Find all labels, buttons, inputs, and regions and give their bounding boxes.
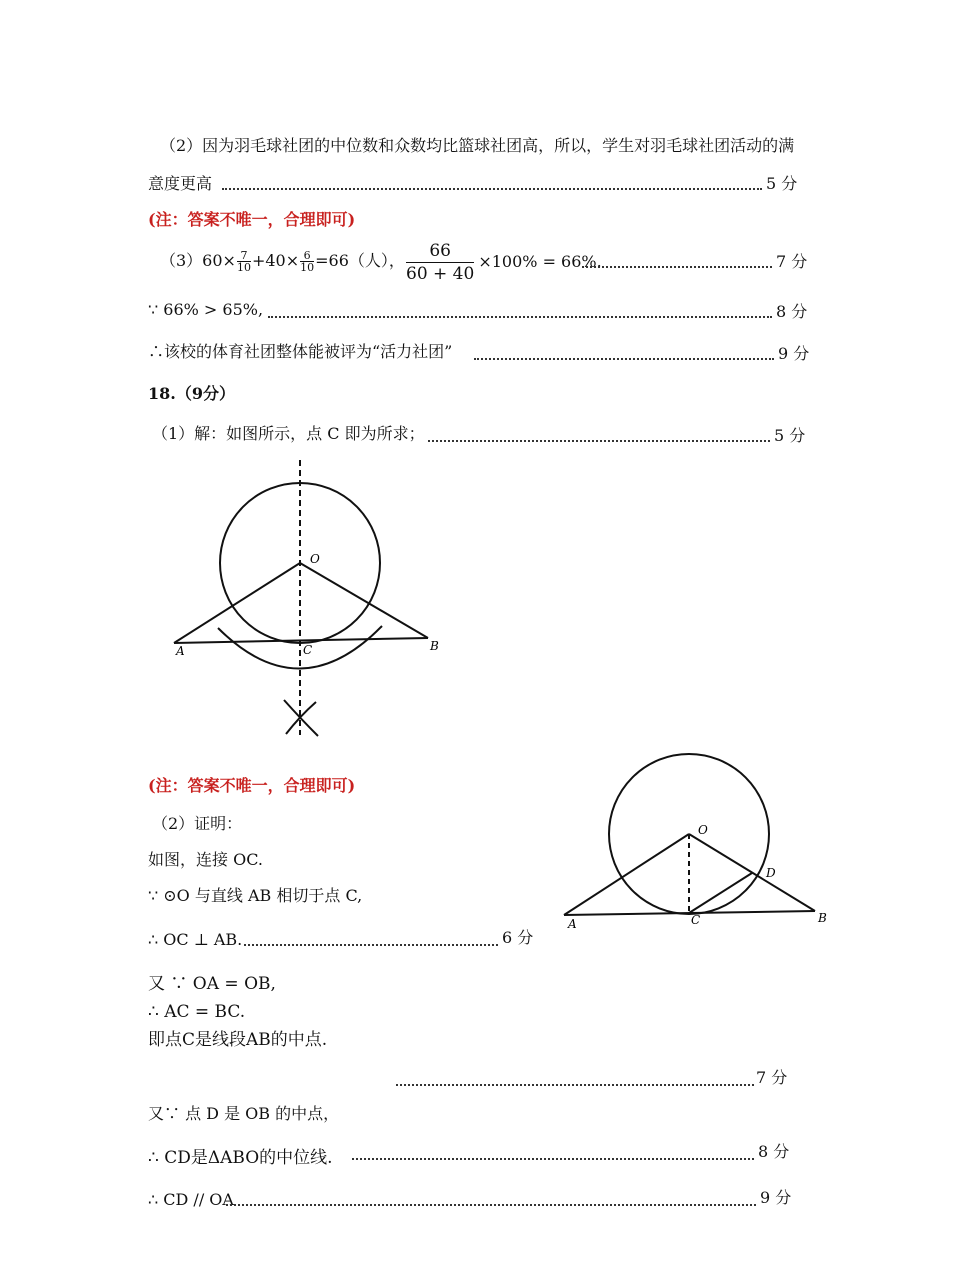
proof-5: ∴ AC = BC.: [148, 1002, 246, 1022]
label-o2: O: [698, 823, 708, 837]
score-6: 6 分: [502, 928, 534, 947]
leader-dots: [352, 1158, 754, 1160]
fraction-6-10: $\frac{6}{10}$: [300, 249, 315, 274]
leader-dots: [396, 1084, 754, 1086]
proof-2: ∵ ⊙O 与直线 AB 相切于点 C,: [148, 886, 363, 905]
q18-title: 18.（9分）: [148, 384, 235, 403]
label-b1: B: [430, 639, 439, 653]
label-a1: A: [176, 644, 185, 658]
note-red-2: (注：答案不唯一，合理即可): [148, 776, 356, 795]
segment-oa: [174, 563, 300, 643]
therefore-line: ∴该校的体育社团整体能被评为“活力社团”: [148, 342, 453, 361]
score-9b: 9 分: [760, 1188, 792, 1207]
score-5b: 5 分: [774, 426, 806, 445]
fraction-7-10: $\frac{7}{10}$: [236, 249, 251, 274]
label-c1: C: [303, 643, 313, 657]
part2-line1: （2）因为羽毛球社团的中位数和众数均比篮球社团高，所以，学生对羽毛球社团活动的满: [160, 136, 795, 155]
score-5: 5 分: [766, 174, 798, 193]
part2-line2: 意度更高: [148, 174, 213, 193]
label-b2: B: [818, 911, 827, 925]
segment-ob: [300, 563, 428, 638]
segment-oa2: [564, 834, 689, 915]
proof-3: ∴ OC ⊥ AB.: [148, 930, 243, 949]
note-red: (注：答案不唯一，合理即可): [148, 210, 356, 229]
calc3-line: （3）60× $\frac{7}{10}$ +40× $\frac{6}{10}$ =66（人），: [160, 249, 405, 274]
figure-1: [174, 460, 428, 736]
proof-8: ∴ CD是ΔABO的中位线.: [148, 1148, 333, 1168]
proof-7: 又∵ 点 D 是 OB 的中点，: [148, 1104, 340, 1123]
q18-part1: （1）解：如图所示，点 C 即为所求；: [152, 424, 425, 443]
segment-ob2: [689, 834, 815, 911]
because-line: ∵ 66% > 65%,: [148, 300, 264, 319]
score-9: 9 分: [778, 344, 810, 363]
figure-2: [564, 754, 815, 915]
leader-dots: [244, 944, 498, 946]
proof-4: 又 ∵ OA = OB,: [148, 974, 276, 994]
proof-1: 如图，连接 OC.: [148, 850, 263, 869]
score-8b: 8 分: [758, 1142, 790, 1161]
proof-title: （2）证明：: [152, 814, 243, 833]
leader-dots: [226, 1204, 756, 1206]
label-c2: C: [691, 913, 701, 927]
label-a2: A: [568, 917, 577, 931]
calc3-percent: $\frac{66}{60 + 40}$ ×100% = 66%.: [406, 241, 602, 284]
score-7: 7 分: [776, 252, 808, 271]
label-o1: O: [310, 552, 320, 566]
score-7b: 7 分: [756, 1068, 788, 1087]
proof-6: 即点C是线段AB的中点.: [148, 1030, 328, 1050]
score-8: 8 分: [776, 302, 808, 321]
proof-9: ∴ CD // OA: [148, 1190, 234, 1209]
label-d2: D: [766, 866, 776, 880]
fraction-66: $\frac{66}{60 + 40}$: [406, 241, 475, 284]
